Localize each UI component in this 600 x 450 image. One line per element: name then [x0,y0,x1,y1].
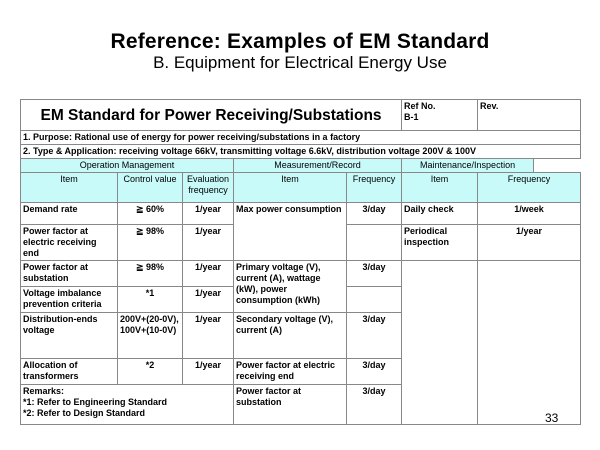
ms-freq-cell: 3/day [347,313,402,359]
op-freq-cell: 1/year [183,287,234,313]
ms-item-cell: Power factor at substation [234,385,347,425]
col-header-eval-frequency: Evaluation frequency [183,173,234,203]
op-item-cell: Power factor at substation [21,261,118,287]
op-freq-cell: 1/year [183,359,234,385]
rev-cell [478,100,581,131]
op-freq-cell: 1/year [183,225,234,261]
col-header-mt-frequency: Frequency [478,173,581,203]
op-freq-cell: 1/year [183,261,234,287]
ms-item-cell: Power factor at electric receiving end [234,359,347,385]
ms-item-cell: Secondary voltage (V), current (A) [234,313,347,359]
op-item-cell: Power factor at electric receiving end [21,225,118,261]
mt-freq-empty [478,261,581,425]
ms-freq-cell: 3/day [347,261,402,287]
op-control-cell: *1 [118,287,183,313]
em-standard-table [20,99,581,425]
op-item-cell: Allocation of transformers [21,359,118,385]
op-control-cell: ≧ 60% [118,203,183,225]
ref-no-value: B-1 [404,112,419,122]
purpose-row: 1. Purpose: Rational use of energy for power receiving/substations in a factory [21,131,581,145]
col-header-ms-item: Item [234,173,347,203]
op-item-cell: Voltage imbalance prevention criteria [21,287,118,313]
remarks-cell [21,385,234,425]
mt-item-cell: Daily check [402,203,478,225]
col-header-op-item: Item [21,173,118,203]
op-item-cell: Demand rate [21,203,118,225]
remarks-note-1: *1: Refer to Engineering Standard [23,397,168,407]
mt-item-empty [402,261,478,425]
ms-freq-cell: 3/day [347,359,402,385]
table-heading: EM Standard for Power Receiving/Substations [21,100,402,131]
page-number: 33 [545,411,559,425]
op-control-cell: *2 [118,359,183,385]
op-control-cell: 200V+(20-0V), 100V+(10-0V) [118,313,183,359]
table-row [21,203,581,225]
slide-subtitle: B. Equipment for Electrical Energy Use [153,53,447,72]
table-row [21,261,581,287]
section-maintenance: Maintenance/Inspection [402,159,534,173]
col-header-mt-item: Item [402,173,478,203]
ms-freq-cell: 3/day [347,203,402,225]
ms-freq-empty [347,287,402,313]
op-freq-cell: 1/year [183,203,234,225]
ref-no-cell [402,100,478,131]
ms-freq-cell: 3/day [347,385,402,425]
ms-freq-empty [347,225,402,261]
col-header-control-value: Control value [118,173,183,203]
op-control-cell: ≧ 98% [118,261,183,287]
ms-item-cell: Max power consumption [234,203,347,261]
remarks-note-2: *2: Refer to Design Standard [23,408,146,418]
rev-label: Rev. [480,101,499,111]
mt-item-cell: Periodical inspection [402,225,478,261]
section-operation: Operation Management [21,159,234,173]
section-measurement: Measurement/Record [234,159,402,173]
ref-no-label: Ref No. [404,101,436,111]
op-control-cell: ≧ 98% [118,225,183,261]
mt-freq-cell: 1/week [478,203,581,225]
ms-item-cell: Primary voltage (V), current (A), wattage (kW), power consumption (kWh) [234,261,347,313]
slide-title: Reference: Examples of EM Standard [110,30,490,53]
remarks-label: Remarks: [23,386,65,396]
type-application-row: 2. Type & Application: receiving voltage 66kV, transmitting voltage 6.6kV, distribution voltage 200V & 100V [21,145,581,159]
mt-freq-cell: 1/year [478,225,581,261]
op-freq-cell: 1/year [183,313,234,359]
col-header-ms-frequency: Frequency [347,173,402,203]
op-item-cell: Distribution-ends voltage [21,313,118,359]
